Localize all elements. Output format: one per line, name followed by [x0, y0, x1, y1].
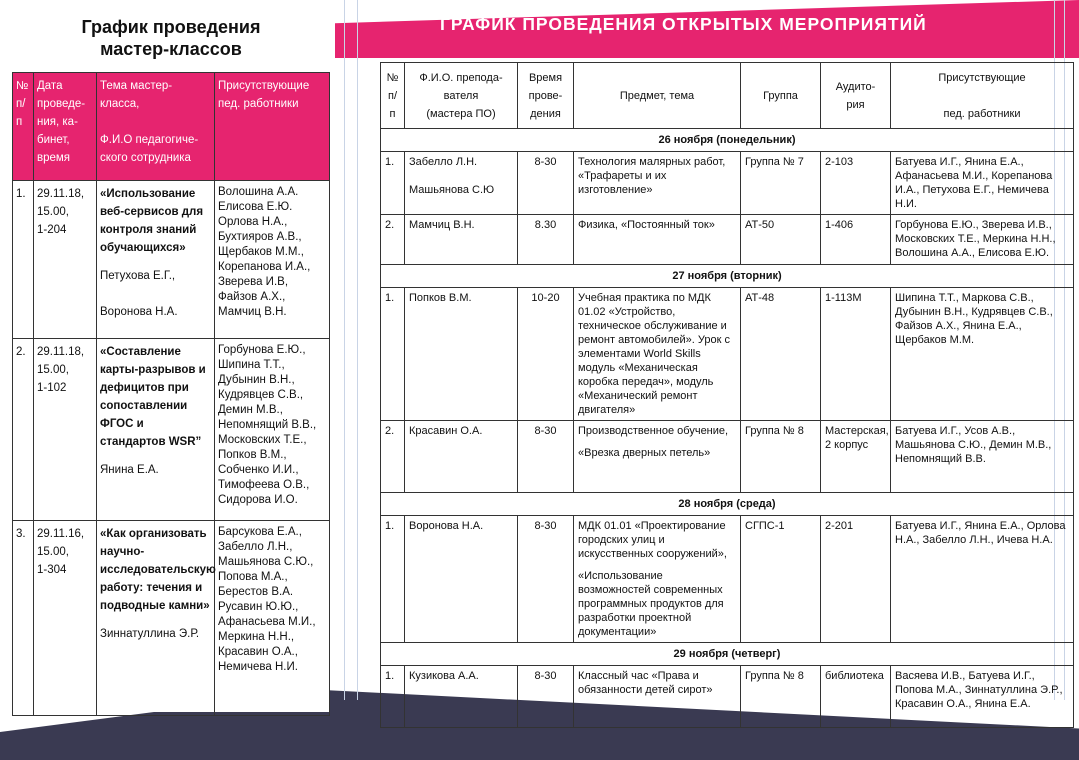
- row-group: АТ-48: [741, 288, 821, 421]
- table-row: [381, 666, 1074, 728]
- subject-line: Технология малярных работ, «Трафареты и их изготовление»: [578, 156, 726, 196]
- row-room: библиотека: [821, 666, 891, 728]
- row-group: Группа № 7: [741, 152, 821, 215]
- subject-line: «Врезка дверных петель»: [578, 447, 711, 459]
- row-teacher: Красавин О.А.: [405, 421, 518, 493]
- col-date: Дата проведе- ния, ка- бинет, время: [34, 73, 97, 181]
- row-room: 1-406: [821, 215, 891, 265]
- row-present: Горбунова Е.Ю., Зверева И.В., Московских Т.Е., Меркина Н.Н., Волошина А.А., Елисова Е.Ю.: [891, 215, 1074, 265]
- row-present: Батуева И.Г., Янина Е.А., Афанасьева М.И., Корепанова И.А., Петухова Е.Г., Немичева Н.И.: [891, 152, 1074, 215]
- master-class-panel: [12, 0, 330, 712]
- day-label: 29 ноября (четверг): [381, 643, 1074, 666]
- table-header-row: [13, 73, 330, 181]
- row-room: 1-113М: [821, 288, 891, 421]
- guide-line: [344, 0, 345, 700]
- row-subject: [574, 215, 741, 265]
- topic-title: «Как организовать научно-исследовательскую работу: течения и подводные камни»: [100, 528, 216, 612]
- day-label: 27 ноября (вторник): [381, 265, 1074, 288]
- row-room: Мастерская, 2 корпус: [821, 421, 891, 493]
- table-row: [381, 152, 1074, 215]
- table-row: [13, 181, 330, 339]
- row-teacher: Мамчиц В.Н.: [405, 215, 518, 265]
- row-subject: [574, 152, 741, 215]
- row-subject: [574, 666, 741, 728]
- col-num: № п/ п: [13, 73, 34, 181]
- row-present: Шипина Т.Т., Маркова С.В., Дубынин В.Н., Кудрявцев С.В., Файзов А.Х., Янина Е.А., Щербаков М.М.: [891, 288, 1074, 421]
- day-row: [381, 129, 1074, 152]
- subject-line: Учебная практика по МДК 01.02 «Устройство, техническое обслуживание и ремонт автомобилей». Урок с элементами World Skills модуль «Механическая коробка передач», модуль «Механический ремонт двигателя»: [578, 292, 730, 416]
- row-present: Горбунова Е.Ю., Шипина Т.Т., Дубынин В.Н., Кудрявцев С.В., Демин М.В., Непомнящий В.В., Московских Т.Е., Попков В.М., Собченко И.И., Тимофеева О.В., Сидорова И.О.: [215, 339, 330, 521]
- col-present: Присутствующие пед. работники: [891, 63, 1074, 129]
- events-table: [380, 62, 1074, 728]
- topic-teacher: Янина Е.А.: [100, 464, 159, 476]
- row-subject: [574, 421, 741, 493]
- subject-line: Физика, «Постоянный ток»: [578, 219, 715, 231]
- row-num: 2.: [381, 215, 405, 265]
- table-row: [13, 521, 330, 716]
- day-row: [381, 265, 1074, 288]
- col-topic: Тема мастер- класса, Ф.И.О педагогиче- ского сотрудника: [97, 73, 215, 181]
- col-room: Аудито- рия: [821, 63, 891, 129]
- row-topic: [97, 181, 215, 339]
- row-time: 8-30: [518, 152, 574, 215]
- topic-title: «Составление карты-разрывов и дефицитов при сопоставлении ФГОС и стандартов WSR”: [100, 346, 206, 448]
- col-subject: Предмет, тема: [574, 63, 741, 129]
- row-present: Батуева И.Г., Усов А.В., Машьянова С.Ю., Демин М.В., Непомнящий В.В.: [891, 421, 1074, 493]
- row-teacher: Кузикова А.А.: [405, 666, 518, 728]
- row-subject: [574, 516, 741, 643]
- day-row: [381, 643, 1074, 666]
- row-subject: [574, 288, 741, 421]
- row-num: 1.: [381, 152, 405, 215]
- row-time: 8-30: [518, 666, 574, 728]
- table-row: [381, 288, 1074, 421]
- table-row: [381, 421, 1074, 493]
- subject-line: «Использование возможностей современных программных продуктов для разработки проектной документации»: [578, 570, 724, 638]
- col-group: Группа: [741, 63, 821, 129]
- row-time: 10-20: [518, 288, 574, 421]
- row-present: Барсукова Е.А., Забелло Л.Н., Машьянова С.Ю., Попова М.А., Берестов В.А. Русавин Ю.Ю., Афанасьева М.И., Меркина Н.Н., Красавин О.А., Немичева Н.И.: [215, 521, 330, 716]
- page-title: ГРАФИК ПРОВЕДЕНИЯ ОТКРЫТЫХ МЕРОПРИЯТИЙ: [440, 14, 927, 34]
- subject-line: Производственное обучение,: [578, 425, 729, 437]
- guide-line: [357, 0, 358, 700]
- col-present: Присутствующие пед. работники: [215, 73, 330, 181]
- row-topic: [97, 339, 215, 521]
- subject-line: Классный час «Права и обязанности детей сирот»: [578, 670, 713, 696]
- row-teacher: Попков В.М.: [405, 288, 518, 421]
- row-present: Волошина А.А. Елисова Е.Ю. Орлова Н.А., Бухтияров А.В., Щербаков М.М., Корепанова И.А., Зверева И.В, Файзов А.Х., Мамчиц В.Н.: [215, 181, 330, 339]
- day-label: 26 ноября (понедельник): [381, 129, 1074, 152]
- master-class-table: [12, 72, 330, 716]
- day-row: [381, 493, 1074, 516]
- row-time: 8.30: [518, 215, 574, 265]
- row-num: 3.: [13, 521, 34, 716]
- row-time: 8-30: [518, 516, 574, 643]
- row-room: 2-103: [821, 152, 891, 215]
- left-title: [12, 0, 330, 70]
- row-time: 8-30: [518, 421, 574, 493]
- topic-teacher: Зиннатуллина Э.Р.: [100, 628, 200, 640]
- row-num: 1.: [13, 181, 34, 339]
- table-row: [381, 516, 1074, 643]
- day-label: 28 ноября (среда): [381, 493, 1074, 516]
- row-date: 29.11.18, 15.00, 1-204: [34, 181, 97, 339]
- table-header-row: [381, 63, 1074, 129]
- subject-line: МДК 01.01 «Проектирование городских улиц и искусственных сооружений»,: [578, 520, 727, 560]
- col-num: № п/ п: [381, 63, 405, 129]
- row-teacher: Забелло Л.Н. Машьянова С.Ю: [405, 152, 518, 215]
- row-group: Группа № 8: [741, 421, 821, 493]
- row-topic: [97, 521, 215, 716]
- row-date: 29.11.16, 15.00, 1-304: [34, 521, 97, 716]
- table-row: [381, 215, 1074, 265]
- col-teacher: Ф.И.О. препода- вателя (мастера ПО): [405, 63, 518, 129]
- left-title-line2: мастер-классов: [100, 39, 242, 59]
- row-group: СГПС-1: [741, 516, 821, 643]
- row-num: 2.: [13, 339, 34, 521]
- row-room: 2-201: [821, 516, 891, 643]
- topic-title: «Использование веб-сервисов для контроля знаний обучающихся»: [100, 188, 204, 254]
- col-time: Время прове- дения: [518, 63, 574, 129]
- row-num: 1.: [381, 516, 405, 643]
- row-present: Васяева И.В., Батуева И.Г., Попова М.А., Зиннатуллина Э.Р., Красавин О.А., Янина Е.А.: [891, 666, 1074, 728]
- topic-teacher: Петухова Е.Г., Воронова Н.А.: [100, 270, 178, 318]
- row-num: 1.: [381, 288, 405, 421]
- row-group: АТ-50: [741, 215, 821, 265]
- row-teacher: Воронова Н.А.: [405, 516, 518, 643]
- row-date: 29.11.18, 15.00, 1-102: [34, 339, 97, 521]
- row-group: Группа № 8: [741, 666, 821, 728]
- left-title-line1: График проведения: [81, 17, 261, 37]
- row-num: 2.: [381, 421, 405, 493]
- table-row: [13, 339, 330, 521]
- row-num: 1.: [381, 666, 405, 728]
- row-present: Батуева И.Г., Янина Е.А., Орлова Н.А., Забелло Л.Н., Ичева Н.А.: [891, 516, 1074, 643]
